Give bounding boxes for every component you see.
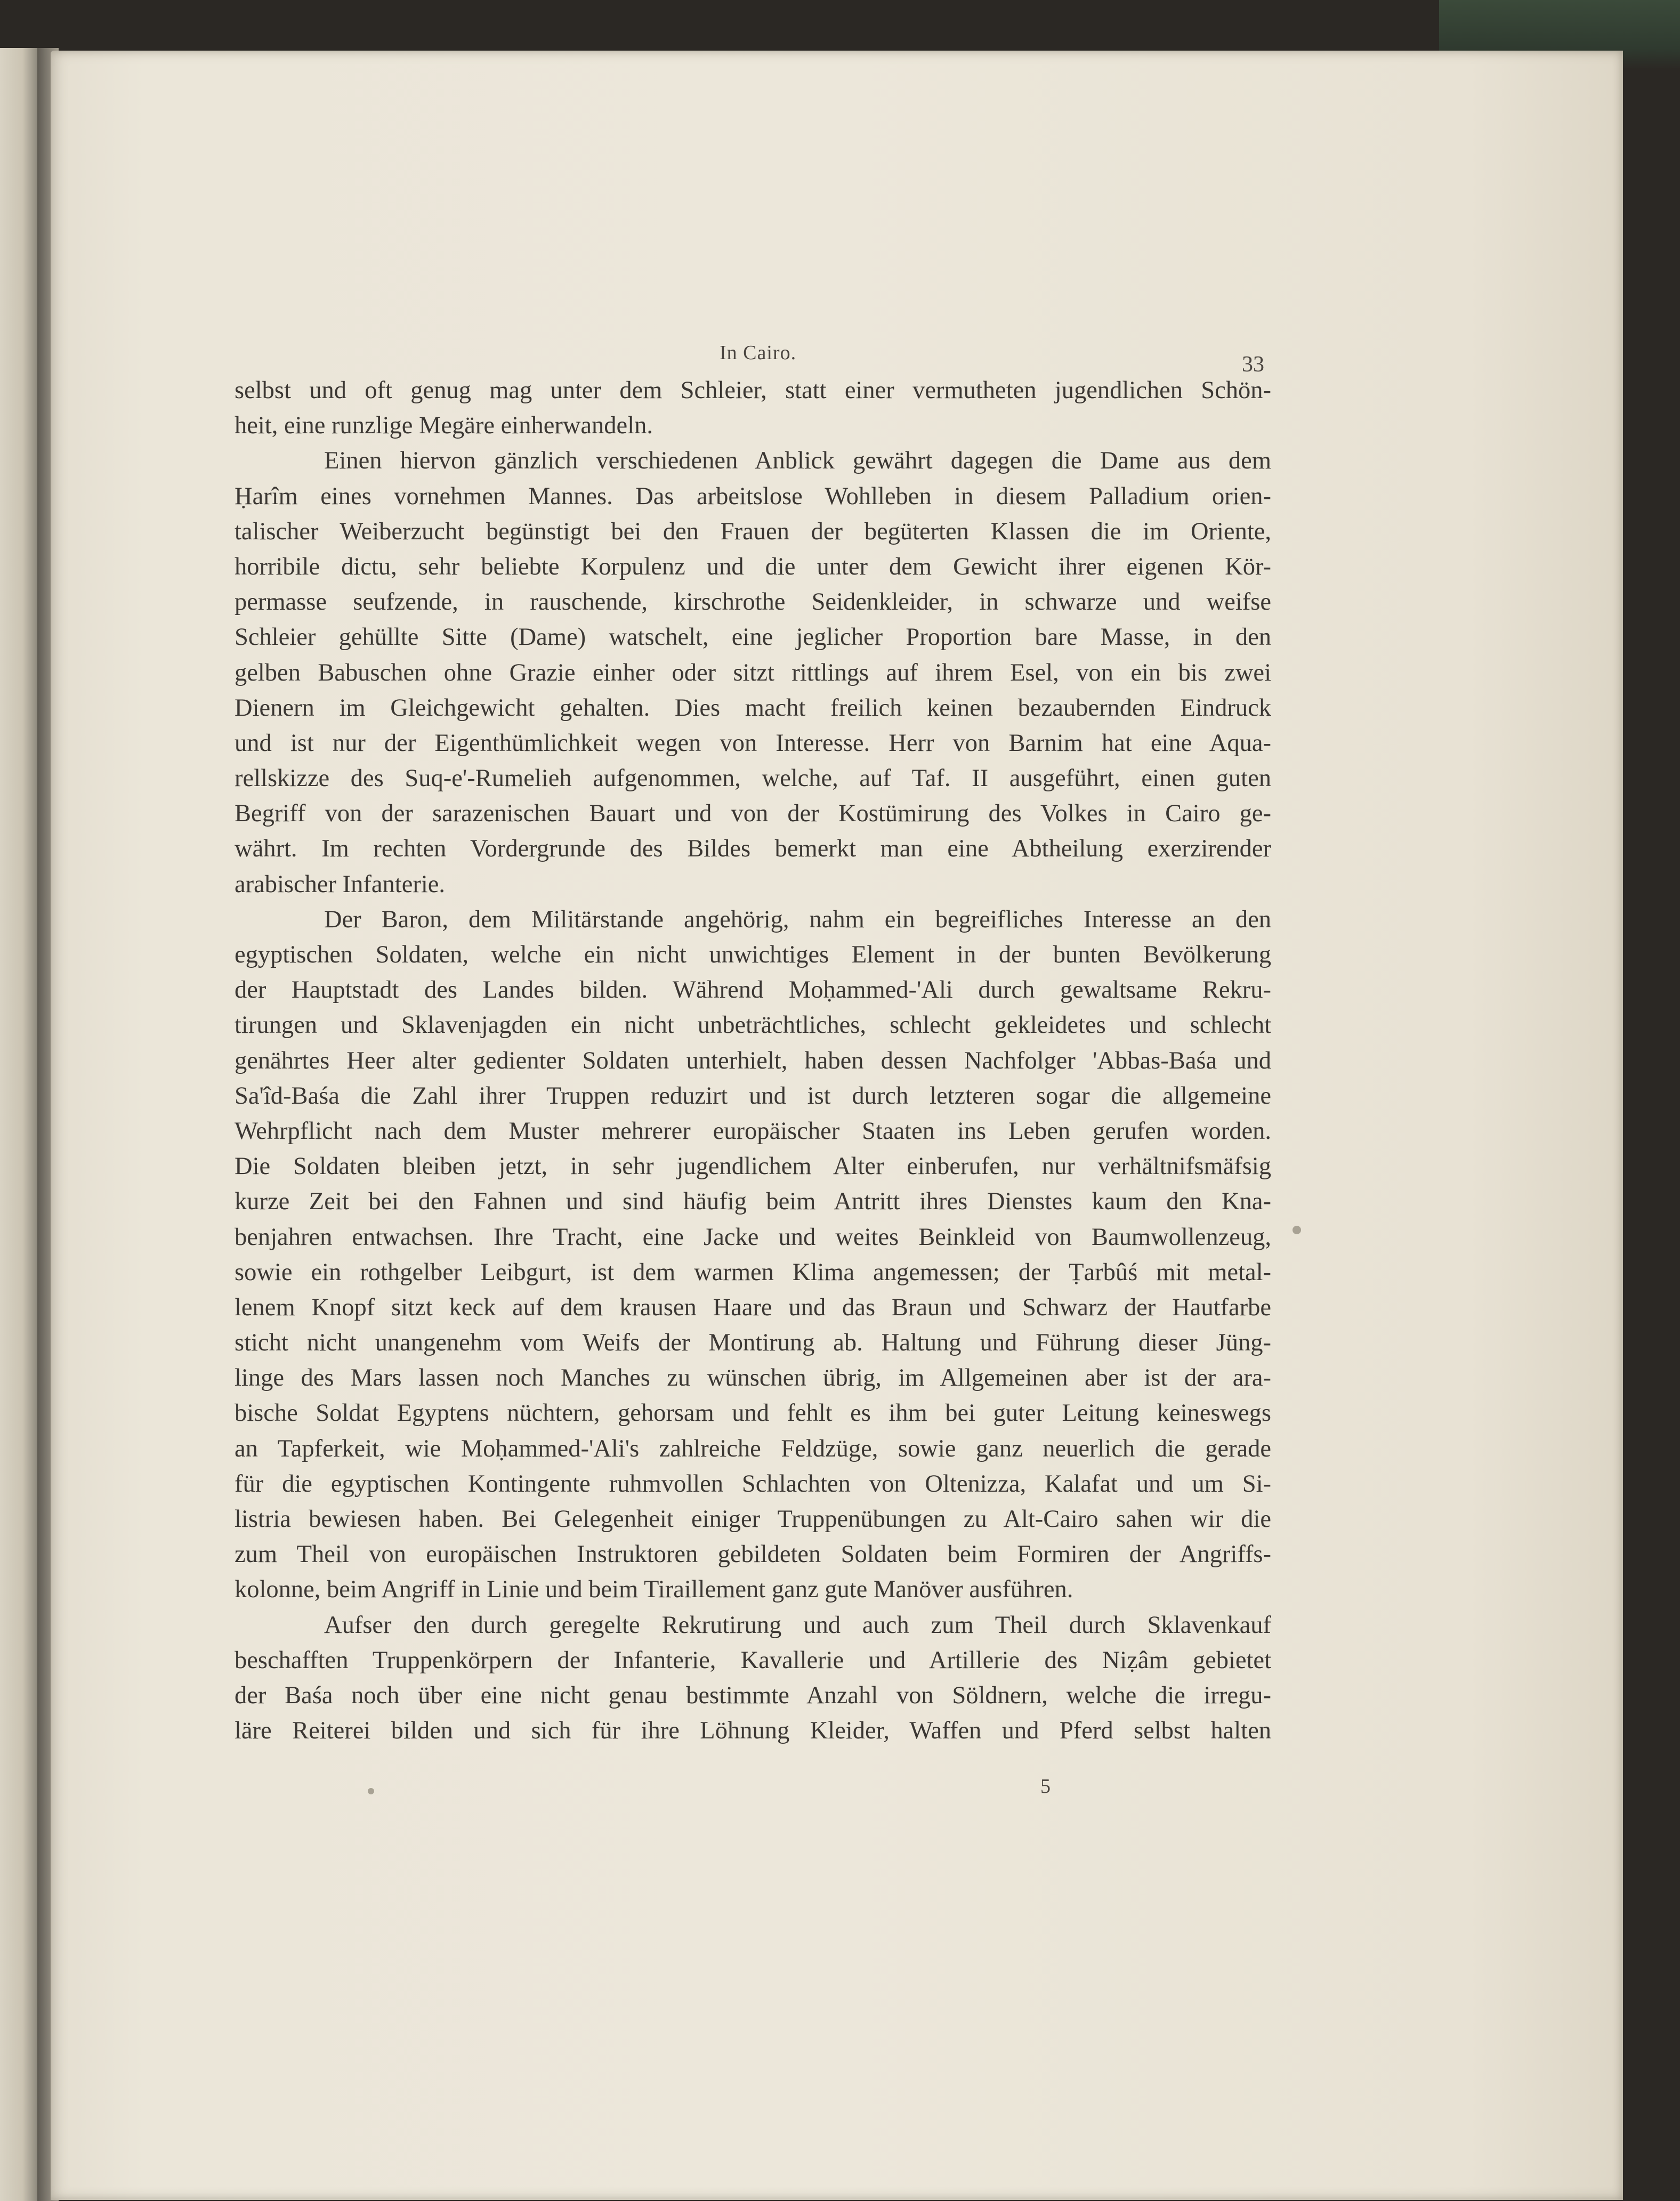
- text-line: lenem Knopf sitzt keck auf dem krausen Haare und das Braun und Schwarz der Hautfarbe: [235, 1293, 1271, 1321]
- text-line: kolonne, beim Angriff in Linie und beim Tiraillement ganz gute Manöver ausführen.: [235, 1576, 1073, 1604]
- text-line: gelben Babuschen ohne Grazie einher oder sitzt rittlings auf ihrem Esel, von ein bis zwei: [235, 659, 1271, 686]
- text-line: läre Reiterei bilden und sich für ihre Löhnung Kleider, Waffen und Pferd selbst halten: [235, 1717, 1271, 1745]
- text-line: kurze Zeit bei den Fahnen und sind häufig beim Antritt ihres Dienstes kaum den Kna-: [235, 1188, 1271, 1216]
- text-line: und ist nur der Eigenthümlichkeit wegen von Interesse. Herr von Barnim hat eine Aqua-: [235, 729, 1271, 757]
- page-number: 33: [1242, 352, 1264, 377]
- text-line: tirungen und Sklavenjagden ein nicht unbeträchtliches, schlecht gekleidetes und schlecht: [235, 1012, 1271, 1039]
- text-line: zum Theil von europäischen Instruktoren gebildeten Soldaten beim Formiren der Angriffs-: [235, 1541, 1271, 1568]
- text-line: selbst und oft genug mag unter dem Schleier, statt einer vermutheten jugendlichen Schön-: [235, 377, 1271, 404]
- text-line: Dienern im Gleichgewicht gehalten. Dies macht freilich keinen bezaubernden Eindruck: [235, 694, 1271, 722]
- text-line: linge des Mars lassen noch Manches zu wünschen übrig, im Allgemeinen aber ist der ara-: [235, 1364, 1271, 1392]
- text-line: permasse seufzende, in rauschende, kirschrothe Seidenkleider, in schwarze und weifse: [235, 588, 1271, 616]
- text-line: Ḥarîm eines vornehmen Mannes. Das arbeitslose Wohlleben in diesem Palladium orien-: [235, 482, 1271, 510]
- text-line: sowie ein rothgelber Leibgurt, ist dem warmen Klima angemessen; der Ṭarbûś mit metal-: [235, 1258, 1271, 1286]
- text-line: an Tapferkeit, wie Moḥammed-'Ali's zahlreiche Feldzüge, sowie ganz neuerlich die gerade: [235, 1435, 1271, 1462]
- text-line: Der Baron, dem Militärstande angehörig, nahm ein begreifliches Interesse an den: [324, 905, 1271, 933]
- text-line: Wehrpflicht nach dem Muster mehrerer europäischer Staaten ins Leben gerufen worden.: [235, 1117, 1271, 1145]
- text-line: Aufser den durch geregelte Rekrutirung und auch zum Theil durch Sklavenkauf: [324, 1611, 1271, 1639]
- text-line: währt. Im rechten Vordergrunde des Bildes bemerkt man eine Abtheilung exerzirender: [235, 835, 1271, 863]
- body-text: [235, 373, 1271, 1749]
- text-line: horribile dictu, sehr beliebte Korpulenz und die unter dem Gewicht ihrer eigenen Kör-: [235, 553, 1271, 580]
- text-line: arabischer Infanterie.: [235, 870, 446, 898]
- signature-mark: 5: [1040, 1775, 1051, 1798]
- text-line: Einen hiervon gänzlich verschiedenen Anblick gewährt dagegen die Dame aus dem: [324, 447, 1271, 475]
- facing-page-edge: [0, 48, 37, 2201]
- text-line: genährtes Heer alter gedienter Soldaten unterhielt, haben dessen Nachfolger 'Abbas-Baśa und: [235, 1047, 1271, 1074]
- text-line: heit, eine runzlige Megäre einherwandeln.: [235, 412, 653, 440]
- paper-spot: [1293, 1226, 1301, 1234]
- text-line: listria bewiesen haben. Bei Gelegenheit einiger Truppenübungen zu Alt-Cairo sahen wir die: [235, 1506, 1271, 1533]
- text-line: benjahren entwachsen. Ihre Tracht, eine Jacke und weites Beinkleid von Baumwollenzeug,: [235, 1223, 1271, 1251]
- text-line: für die egyptischen Kontingente ruhmvollen Schlachten von Oltenizza, Kalafat und um Si-: [235, 1470, 1271, 1498]
- text-line: Die Soldaten bleiben jetzt, in sehr jugendlichem Alter einberufen, nur verhältnifsmäfsig: [235, 1153, 1271, 1180]
- text-line: der Baśa noch über eine nicht genau bestimmte Anzahl von Söldnern, welche die irregu-: [235, 1681, 1271, 1709]
- text-line: beschafften Truppenkörpern der Infanterie, Kavallerie und Artillerie des Niẓâm gebietet: [235, 1646, 1271, 1674]
- text-line: sticht nicht unangenehm vom Weifs der Montirung ab. Haltung und Führung dieser Jüng-: [235, 1329, 1271, 1357]
- paper-spot: [368, 1788, 374, 1794]
- text-line: rellskizze des Suq-e'-Rumelieh aufgenommen, welche, auf Taf. II ausgeführt, einen guten: [235, 765, 1271, 792]
- text-line: bische Soldat Egyptens nüchtern, gehorsam und fehlt es ihm bei guter Leitung keineswegs: [235, 1399, 1271, 1427]
- running-head: In Cairo.: [720, 342, 797, 364]
- text-line: Begriff von der sarazenischen Bauart und von der Kostümirung des Volkes in Cairo ge-: [235, 800, 1271, 828]
- text-line: Sa'îd-Baśa die Zahl ihrer Truppen reduzirt und ist durch letzteren sogar die allgemeine: [235, 1082, 1271, 1110]
- text-line: der Hauptstadt des Landes bilden. Während Moḥammed-'Ali durch gewaltsame Rekru-: [235, 976, 1271, 1004]
- text-line: egyptischen Soldaten, welche ein nicht unwichtiges Element in der bunten Bevölkerung: [235, 941, 1271, 968]
- text-line: Schleier gehüllte Sitte (Dame) watschelt, eine jeglicher Proportion bare Masse, in den: [235, 624, 1271, 651]
- text-line: talischer Weiberzucht begünstigt bei den Frauen der begüterten Klassen die im Oriente,: [235, 517, 1271, 545]
